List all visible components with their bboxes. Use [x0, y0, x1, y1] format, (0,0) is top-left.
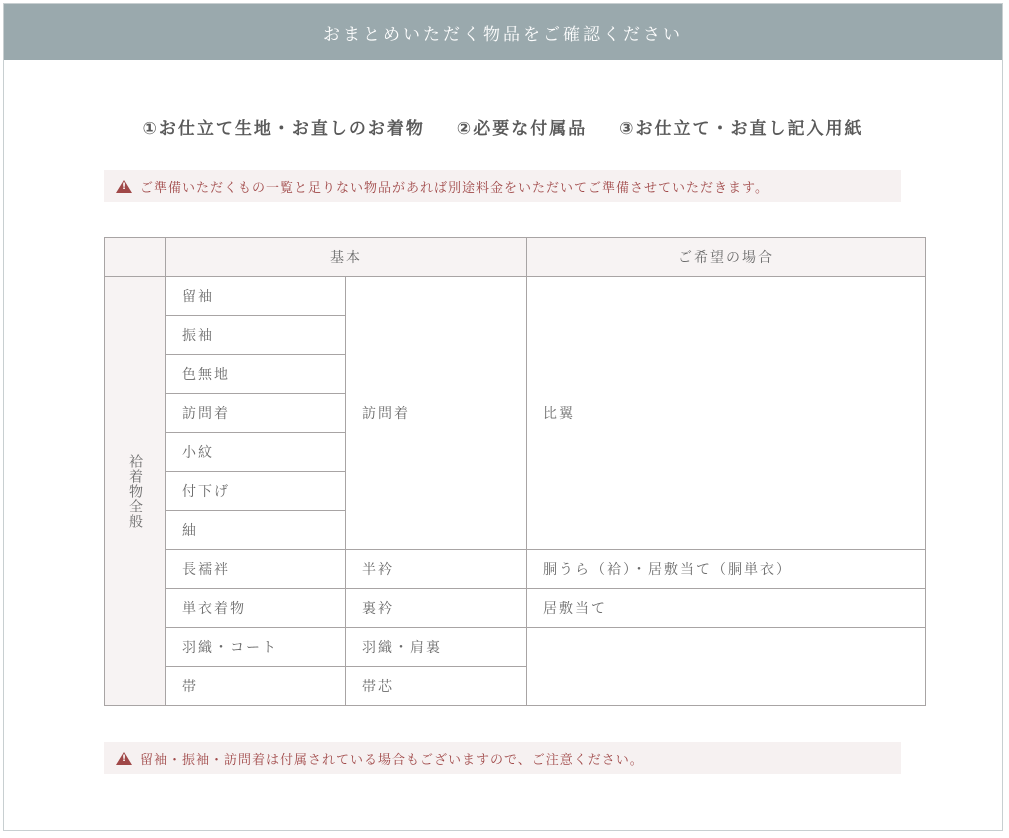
kimono-optional: 比翼 [527, 277, 926, 550]
notice-top [104, 170, 901, 202]
table-header-blank [105, 238, 166, 277]
page-header [4, 4, 1002, 60]
table-row [105, 589, 926, 628]
kimono-type: 付下げ [166, 472, 346, 511]
row-optional: 居敷当て [527, 589, 926, 628]
category-cell [105, 277, 166, 706]
row-item: 羽織・コート [166, 628, 346, 667]
kimono-type: 振袖 [166, 316, 346, 355]
row-basic: 裏衿 [346, 589, 527, 628]
table-header-row [105, 238, 926, 277]
required-item: ②必要な付属品 [456, 119, 588, 139]
row-basic: 羽織・肩裏 [346, 628, 527, 667]
kimono-type: 小紋 [166, 433, 346, 472]
kimono-basic: 訪問着 [346, 277, 527, 550]
warning-icon [116, 180, 132, 193]
kimono-type: 訪問着 [166, 394, 346, 433]
warning-icon [116, 752, 132, 765]
row-optional-empty [527, 628, 926, 706]
notice-bottom-text: 留袖・振袖・訪問着は付属されている場合もございますので、ご注意ください。 [140, 752, 644, 768]
row-basic: 帯芯 [346, 667, 527, 706]
notice-top-text: ご準備いただくもの一覧と足りない物品があれば別途料金をいただいてご準備させていただきます。 [140, 180, 769, 196]
required-items [4, 114, 1002, 139]
table-header-optional: ご希望の場合 [527, 238, 926, 277]
notice-bottom [104, 742, 901, 774]
row-item: 単衣着物 [166, 589, 346, 628]
table-row [105, 628, 926, 667]
row-optional: 胴うら（袷）・居敷当て（胴単衣） [527, 550, 926, 589]
row-basic: 半衿 [346, 550, 527, 589]
page-frame [3, 3, 1003, 831]
kimono-type: 留袖 [166, 277, 346, 316]
kimono-type: 色無地 [166, 355, 346, 394]
kimono-type: 紬 [166, 511, 346, 550]
header-title: おまとめいただく物品をご確認ください [323, 24, 683, 45]
required-item: ③お仕立て・お直し記入用紙 [619, 119, 864, 139]
category-label: 袷着物全般 [127, 453, 143, 529]
row-item: 帯 [166, 667, 346, 706]
table-header-basic: 基本 [166, 238, 527, 277]
row-item: 長襦袢 [166, 550, 346, 589]
required-item: ①お仕立て生地・お直しのお着物 [142, 119, 425, 139]
table-row [105, 550, 926, 589]
items-table [104, 237, 926, 706]
table-row [105, 277, 926, 316]
